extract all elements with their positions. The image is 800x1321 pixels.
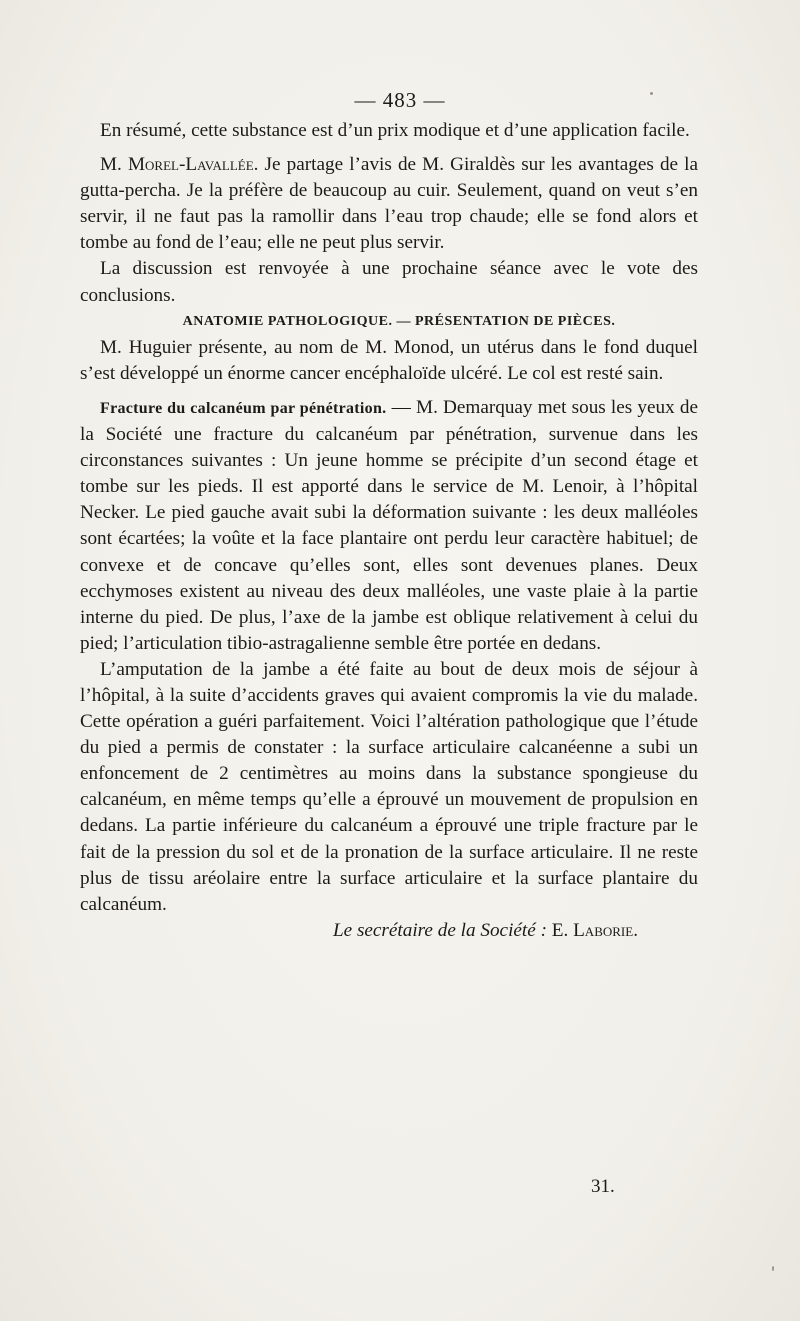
sheet-signature-number: 31. bbox=[591, 1176, 615, 1197]
paper-speck bbox=[650, 92, 653, 95]
page-number: — 483 — bbox=[354, 88, 446, 112]
section-heading: ANATOMIE PATHOLOGIQUE. — PRÉSENTATION DE PIÈCES. bbox=[182, 313, 616, 329]
signature-line bbox=[80, 918, 698, 944]
speaker-text: Je partage l’avis de M. Giraldès sur les avantages de la gutta-percha. Je la préfère de beaucoup au cuir. Seulement, quand on veut s’en servir, il ne faut pas la ramollir dans l’eau trop chaude; elle se fond alors et tombe au fond de l’eau; elle ne peut plus servir. bbox=[80, 154, 699, 254]
fracture-text: — M. Demarquay met sous les yeux de la Société une fracture du calcanéum par pénétration, survenue dans les circonstances suivantes : Un jeune homme se précipite d’un second étage et tombe sur les pieds. Il est apporté dans le service de M. Lenoir, à l’hôpital Necker. Le pied gauche avait subi la déformation suivante : les deux malléoles sont écartées; la voûte et la face plantaire ont perdu leur caractère habituel; de convexe et de concave qu’elles sont, elles sont devenues planes. Deux ecchymoses existent au niveau des deux malléoles, une vaste plaie à la partie interne du pied. De plus, l’axe de la jambe est oblique relativement à celui du pied; l’articulation tibio-astragalienne semble être portée en dedans. bbox=[80, 396, 698, 654]
paragraph-morel-lavallee bbox=[80, 152, 698, 256]
paragraph-discussion: La discussion est renvoyée à une prochaine séance avec le vote des conclusions. bbox=[80, 258, 698, 306]
paragraph-huguier: M. Huguier présente, au nom de M. Monod, un utérus dans le fond duquel s’est développé un énorme cancer encéphaloïde ulcéré. Le col est resté sain. bbox=[80, 336, 698, 384]
paper-speck bbox=[772, 1266, 774, 1271]
body-text bbox=[80, 118, 698, 944]
paragraph-amputation: L’amputation de la jambe a été faite au bout de deux mois de séjour à l’hôpital, à la suite d’accidents graves qui avaient compromis la vie du malade. Cette opération a guéri parfaitement. Voici l’altération pathologique que l’étude du pied a permis de constater : la surface articulaire calcanéenne a subi un enfoncement de 2 centimètres au moins dans la substance spongieuse du calcanéum, en même temps qu’elle a éprouvé un mouvement de propulsion en dedans. La partie inférieure du calcanéum a éprouvé une triple fracture par le fait de la pression du sol et de la pronation de la surface articulaire. Il ne reste plus de tissu aréolaire entre la surface articulaire et la surface plantaire du calcanéum. bbox=[80, 658, 698, 915]
signature-name: E. Laborie. bbox=[546, 919, 638, 941]
paragraph-fracture bbox=[80, 395, 698, 657]
fracture-runin-title: Fracture du calcanéum par pénétration. bbox=[100, 399, 387, 417]
paragraph-summary: En résumé, cette substance est d’un prix modique et d’une application facile. bbox=[100, 120, 690, 141]
speaker-name: M. Morel-Lavallée. bbox=[100, 154, 259, 176]
signature-title: Le secrétaire de la Société : bbox=[332, 919, 547, 941]
